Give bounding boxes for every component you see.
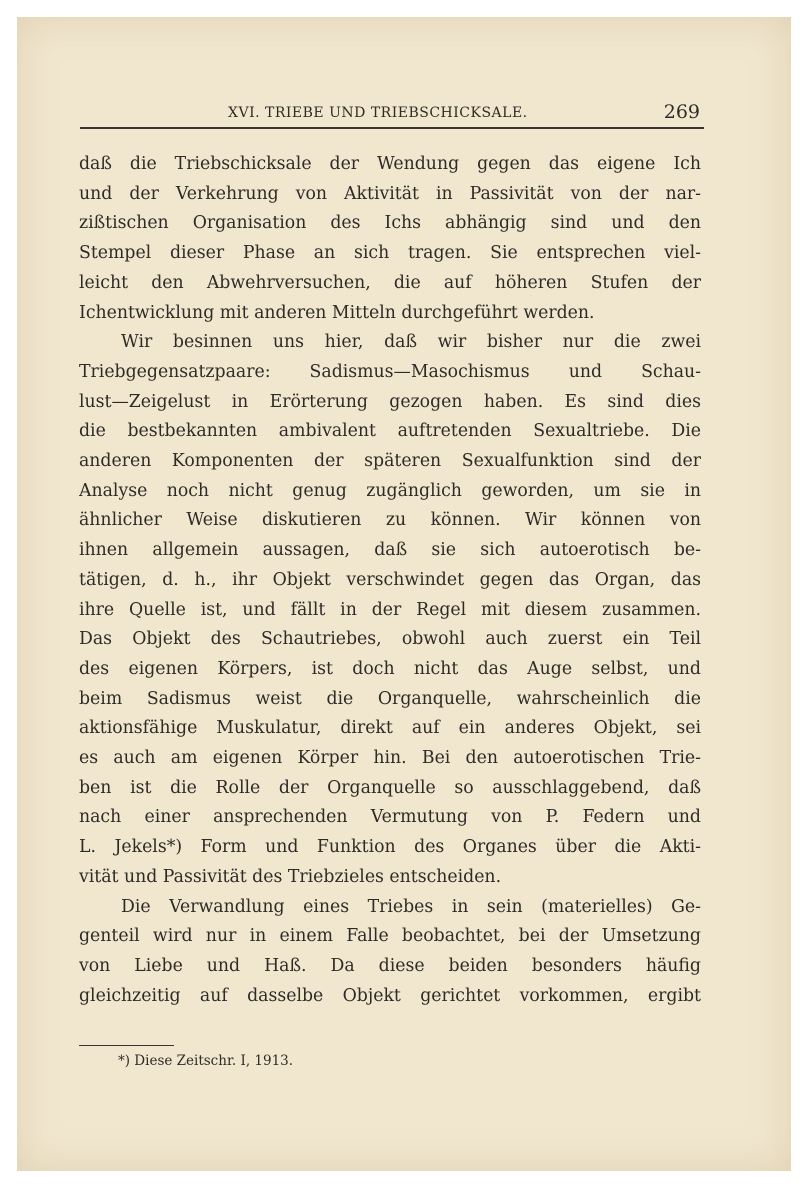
text-line: vität und Passivität des Triebzieles entscheiden. xyxy=(79,866,502,887)
text-line: lust—Zeigelust in Erörterung gezogen haben. Es sind dies xyxy=(79,391,701,412)
text-line: von Liebe und Haß. Da diese beiden besonders häufig xyxy=(79,955,701,976)
text-line: aktionsfähige Muskulatur, direkt auf ein anderes Objekt, sei xyxy=(79,718,701,739)
text-line: Stempel dieser Phase an sich tragen. Sie entsprechen viel- xyxy=(79,243,701,264)
text-line: des eigenen Körpers, ist doch nicht das Auge selbst, und xyxy=(79,658,701,679)
text-line: gleichzeitig auf dasselbe Objekt gerichtet vorkommen, ergibt xyxy=(79,985,701,1006)
text-line: die bestbekannten ambivalent auftretenden Sexualtriebe. Die xyxy=(79,421,701,442)
text-line: zißtischen Organisation des Ichs abhängig sind und den xyxy=(79,213,701,234)
text-line: nach einer ansprechenden Vermutung von P. Federn und xyxy=(79,807,701,828)
footnote-rule xyxy=(79,1045,174,1046)
text-line: Ichentwicklung mit anderen Mitteln durchgeführt werden. xyxy=(79,302,595,323)
page-header xyxy=(80,101,704,129)
paragraph-2 xyxy=(79,328,701,892)
text-line: leicht den Abwehrversuchen, die auf höheren Stufen der xyxy=(79,272,701,293)
body-text xyxy=(79,150,701,1011)
text-line: beim Sadismus weist die Organquelle, wahrscheinlich die xyxy=(79,688,701,709)
text-line: ben ist die Rolle der Organquelle so ausschlaggebend, daß xyxy=(79,777,701,798)
text-line: ähnlicher Weise diskutieren zu können. Wir können von xyxy=(79,510,701,531)
text-line: Die Verwandlung eines Triebes in sein (materielles) Ge- xyxy=(121,896,701,917)
text-line: ihre Quelle ist, und fällt in der Regel mit diesem zusammen. xyxy=(79,599,701,620)
text-line: daß die Triebschicksale der Wendung gegen das eigene Ich xyxy=(79,154,701,174)
running-title: XVI. TRIEBE UND TRIEBSCHICKSALE. xyxy=(228,105,528,121)
text-line: tätigen, d. h., ihr Objekt verschwindet gegen das Organ, das xyxy=(79,569,701,590)
text-line: Das Objekt des Schautriebes, obwohl auch zuerst ein Teil xyxy=(79,629,701,650)
text-line: Wir besinnen uns hier, daß wir bisher nur die zwei xyxy=(121,332,701,353)
paragraph-3 xyxy=(79,893,701,1012)
text-line: anderen Komponenten der späteren Sexualfunktion sind der xyxy=(79,451,701,472)
text-line: Triebgegensatzpaare: Sadismus—Masochismus und Schau- xyxy=(79,361,701,382)
text-line: L. Jekels*) Form und Funktion des Organes über die Akti- xyxy=(79,837,701,858)
footnote: *) Diese Zeitschr. I, 1913. xyxy=(118,1053,294,1069)
text-line: es auch am eigenen Körper hin. Bei den autoerotischen Trie- xyxy=(79,748,701,769)
paragraph-1 xyxy=(79,150,701,328)
text-line: und der Verkehrung von Aktivität in Passivität von der nar- xyxy=(79,183,701,204)
page-number: 269 xyxy=(663,101,700,123)
text-line: Analyse noch nicht genug zugänglich geworden, um sie in xyxy=(79,480,701,501)
text-line: ihnen allgemein aussagen, daß sie sich autoerotisch be- xyxy=(79,540,701,561)
text-line: genteil wird nur in einem Falle beobachtet, bei der Umsetzung xyxy=(79,926,701,947)
